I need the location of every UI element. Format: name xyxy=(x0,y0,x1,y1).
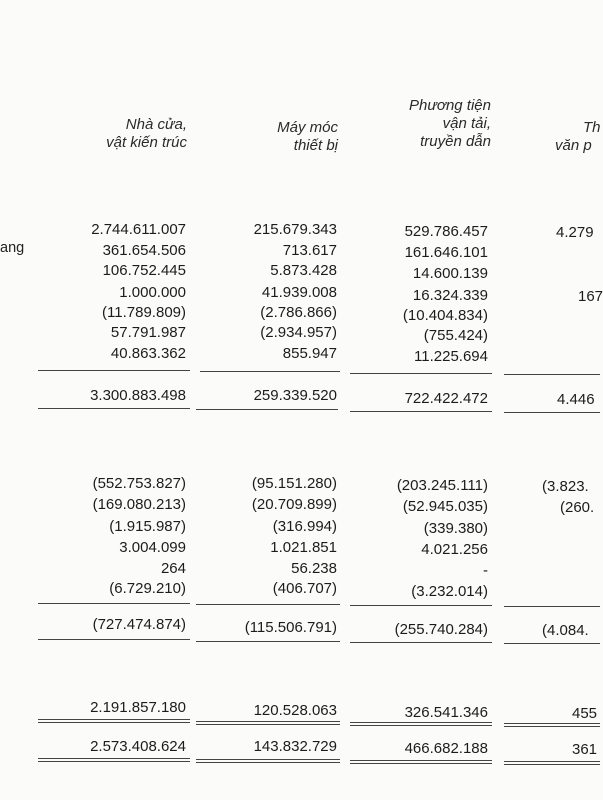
header-line: vận tải, xyxy=(442,115,491,132)
cost-row-6: (2.934.957) xyxy=(260,324,337,341)
depreciation-row-4: 4.021.256 xyxy=(421,541,488,558)
cost-row-2: 361.654.506 xyxy=(102,242,186,259)
cost-row-7: 40.863.362 xyxy=(110,345,186,362)
depreciation-row-3: (316.994) xyxy=(272,518,337,535)
cost-total: 722.422.472 xyxy=(404,390,488,407)
nbv-1-double-rule xyxy=(350,722,492,723)
cost-row-1: 2.744.611.007 xyxy=(91,221,186,238)
depreciation-row-1: (3.823. xyxy=(542,478,589,495)
depreciation-row-5: 264 xyxy=(160,560,186,577)
cost-row-4: 1.000.000 xyxy=(119,284,186,301)
nbv-2-double-rule xyxy=(38,758,190,759)
cost-row-1: 529.786.457 xyxy=(404,223,488,240)
depreciation-row-2: (52.945.035) xyxy=(402,498,488,515)
nbv-2-double-rule xyxy=(196,759,340,760)
header-line: vật kiến trúc xyxy=(106,134,187,151)
cost-row-3: 5.873.428 xyxy=(270,262,337,279)
nbv-2-double-rule xyxy=(350,760,492,761)
column-buildings xyxy=(30,0,186,800)
cost-total-rule xyxy=(196,409,338,410)
cost-row-3: 106.752.445 xyxy=(102,262,186,279)
cost-subtotal-rule xyxy=(350,373,492,374)
net-book-value-1: 326.541.346 xyxy=(404,704,488,721)
depreciation-row-1: (552.753.827) xyxy=(92,475,186,492)
depreciation-subtotal-rule xyxy=(38,603,190,604)
header-line: Phương tiện xyxy=(409,97,491,114)
header-line: Nhà cửa, xyxy=(125,116,187,133)
cost-total-rule xyxy=(350,411,492,412)
cost-row-5: (10.404.834) xyxy=(402,307,488,324)
depreciation-subtotal-rule xyxy=(196,604,340,605)
cost-subtotal-rule xyxy=(38,370,190,371)
depreciation-row-2: (169.080.213) xyxy=(92,496,186,513)
depreciation-total-rule xyxy=(38,639,190,640)
cost-row-3: 14.600.139 xyxy=(412,265,488,282)
net-book-value-2: 2.573.408.624 xyxy=(90,738,186,755)
net-book-value-2: 466.682.188 xyxy=(404,740,488,757)
cost-row-5: (11.789.809) xyxy=(102,304,186,321)
header-line: Máy móc xyxy=(277,119,338,136)
cost-subtotal-rule xyxy=(200,371,340,372)
depreciation-row-4: 3.004.099 xyxy=(119,539,186,556)
cost-row-7: 855.947 xyxy=(282,345,337,362)
depreciation-row-1: (95.151.280) xyxy=(251,475,337,492)
depreciation-total-rule xyxy=(350,642,492,643)
cost-row-2: 713.617 xyxy=(282,242,337,259)
cost-total-rule xyxy=(38,408,190,409)
cost-row-2: 161.646.101 xyxy=(404,244,488,261)
depreciation-row-3: (1.915.987) xyxy=(109,518,186,535)
cost-total: 259.339.520 xyxy=(253,387,337,404)
depreciation-total: (4.084. xyxy=(542,622,589,639)
header-line: thiết bị xyxy=(293,137,338,154)
cost-total-rule xyxy=(504,412,600,413)
net-book-value-1: 2.191.857.180 xyxy=(90,699,186,716)
column-vehicles xyxy=(340,0,488,800)
depreciation-total-rule xyxy=(504,643,600,644)
depreciation-row-2: (260. xyxy=(560,499,595,516)
cost-row-1: 4.279 xyxy=(556,224,594,241)
net-book-value-1: 120.528.063 xyxy=(253,702,337,719)
cost-total: 4.446 xyxy=(557,391,595,408)
cost-row-4: 16.324.339 xyxy=(412,287,488,304)
cost-subtotal-rule xyxy=(504,374,600,375)
cost-row-6: (755.424) xyxy=(423,327,488,344)
depreciation-row-5: - xyxy=(483,562,488,579)
header-line: văn p xyxy=(555,137,592,154)
row-label-fragment: ang xyxy=(0,240,25,256)
nbv-1-double-rule xyxy=(196,721,340,722)
depreciation-row-4: 1.021.851 xyxy=(270,539,337,556)
column-office-equipment xyxy=(500,0,603,800)
depreciation-subtotal-rule xyxy=(504,606,600,607)
depreciation-row-1: (203.245.111) xyxy=(396,477,488,494)
nbv-2-double-rule xyxy=(504,761,600,762)
header-line: Th xyxy=(583,119,601,136)
depreciation-total-rule xyxy=(196,641,340,642)
net-book-value-2: 361 xyxy=(572,741,598,758)
depreciation-row-6: (406.707) xyxy=(272,580,337,597)
depreciation-row-6: (6.729.210) xyxy=(109,580,186,597)
nbv-1-double-rule xyxy=(504,723,600,724)
depreciation-row-3: (339.380) xyxy=(423,520,488,537)
net-book-value-1: 455 xyxy=(572,705,598,722)
depreciation-total: (115.506.791) xyxy=(244,619,337,636)
net-book-value-2: 143.832.729 xyxy=(253,738,337,755)
depreciation-row-5: 56.238 xyxy=(291,560,337,577)
depreciation-row-6: (3.232.014) xyxy=(411,583,488,600)
cost-row-6: 57.791.987 xyxy=(110,324,186,341)
cost-row-1: 215.679.343 xyxy=(253,221,337,238)
depreciation-subtotal-rule xyxy=(350,605,492,606)
depreciation-row-2: (20.709.899) xyxy=(251,496,337,513)
cost-row-5: (2.786.866) xyxy=(260,304,337,321)
cost-row-4: 41.939.008 xyxy=(261,284,337,301)
depreciation-total: (255.740.284) xyxy=(394,621,488,638)
depreciation-total: (727.474.874) xyxy=(92,616,186,633)
nbv-1-double-rule xyxy=(38,719,190,720)
column-machinery xyxy=(190,0,337,800)
cost-total: 3.300.883.498 xyxy=(90,387,186,404)
cost-row-4: 167 xyxy=(578,288,603,305)
header-line: truyền dẫn xyxy=(420,133,491,150)
cost-row-7: 11.225.694 xyxy=(414,348,488,365)
